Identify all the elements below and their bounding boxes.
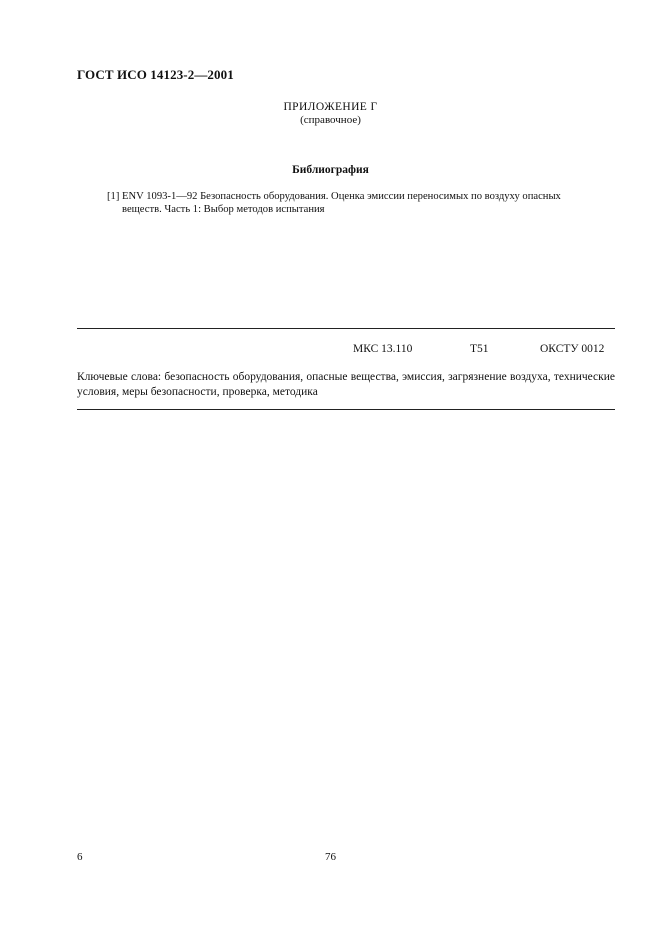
bibliography-heading: Библиография	[292, 164, 369, 176]
page-number-left: 6	[77, 851, 83, 863]
bibliography-entry-line2: веществ. Часть 1: Выбор методов испытания	[122, 204, 325, 215]
okstu-code: ОКСТУ 0012	[540, 343, 605, 355]
top-divider	[77, 328, 615, 329]
appendix-title: ПРИЛОЖЕНИЕ Г	[283, 101, 378, 113]
bibliography-entry	[107, 190, 607, 216]
mks-code: МКС 13.110	[353, 343, 413, 355]
standard-title: ГОСТ ИСО 14123-2—2001	[77, 67, 234, 82]
appendix-subtitle: (справочное)	[300, 114, 361, 126]
page-number-center: 76	[325, 851, 336, 863]
bottom-divider	[77, 409, 615, 410]
bibliography-entry-line1: [1] ENV 1093-1—92 Безопасность оборудования. Оценка эмиссии переносимых по воздуху опасных	[107, 191, 561, 202]
keywords-paragraph: Ключевые слова: безопасность оборудования, опасные вещества, эмиссия, загрязнение воздуха, технические условия, меры безопасности, проверка, методика	[77, 371, 615, 398]
category-code: Т51	[470, 343, 489, 355]
